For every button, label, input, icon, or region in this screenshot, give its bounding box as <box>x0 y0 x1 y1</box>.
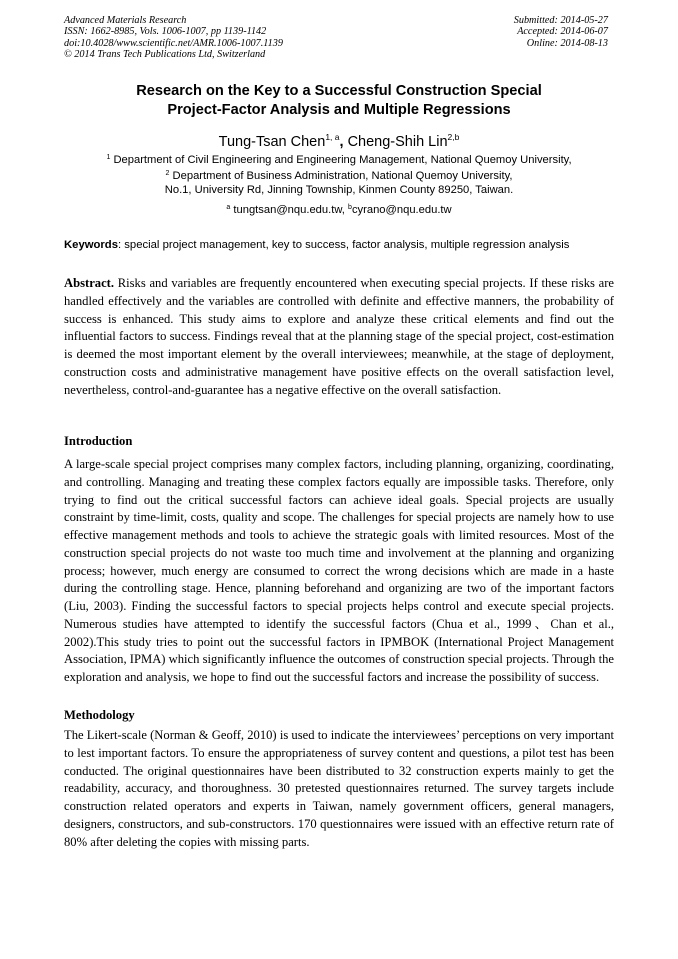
journal-header-left <box>64 15 283 60</box>
author-emails <box>40 201 638 217</box>
author-1-name: Tung-Tsan Chen <box>218 134 326 150</box>
submitted-date: Submitted: 2014-05-27 <box>513 15 608 26</box>
affiliation-address: No.1, University Rd, Jinning Township, Kinmen County 89250, Taiwan. <box>164 184 514 197</box>
email-b: cyrano@nqu.edu.tw <box>351 204 452 216</box>
issn-line: ISSN: 1662-8985, Vols. 1006-1007, pp 1139-1142 <box>64 26 267 38</box>
title-line-1: Research on the Key to a Successful Construction Special <box>136 83 542 99</box>
methodology-body <box>64 727 614 851</box>
affiliations <box>40 151 638 198</box>
author-2-affiliation-marker: 2,b <box>447 132 460 142</box>
author-list <box>50 128 628 151</box>
abstract <box>64 275 614 399</box>
copyright-line: © 2014 Trans Tech Publications Ltd, Switzerland <box>64 48 266 60</box>
email-b-marker: b <box>348 204 352 211</box>
author-1-affiliation-marker: 1, a <box>325 132 340 142</box>
journal-name: Advanced Materials Research <box>64 15 187 26</box>
introduction-heading: Introduction <box>64 434 133 448</box>
email-a-marker: a <box>226 204 231 211</box>
author-2-name: Cheng-Shih Lin <box>347 134 448 150</box>
introduction-paragraph: A large-scale special project comprises many complex factors, including planning, organizing, coordinating, and controlling. Managing and treating these complex factors equally are impossible tasks. Therefore, only trying to find out the critical successful factors can achieve ideal goals. Special projects are usually constraint by time-limit, costs, quality and scope. The challenges for special projects are namely how to use effective management methods and tools to achieve the strategic goals with limited resources. Most of the construction special projects do not waste too much time and involvement at the planning and organizing process; however, much energy are consumed to correct the wrong decisions which are made in a haste during the controlling stage. Hence, planning beforehand and organizing are two of the important factors (Liu, 2003). Finding the successful factors to special projects helps control and execute special projects. Numerous studies have attempted to identify the successful factors (Chua et al., 1999、Chan et al., 2002).This study tries to point out the successful factors in IPMBOK (International Project Management Association, IPMA) which significantly influence the outcomes of construction special projects. Through the exploration and analysis, we hope to find out the successful factors and increase the possibility of success. <box>64 457 614 684</box>
keywords-text: : special project management, key to success, factor analysis, multiple regression analysis <box>118 239 570 251</box>
keywords <box>64 238 614 252</box>
author-separator: , <box>339 134 344 150</box>
affiliation-1-text: Department of Civil Engineering and Engineering Management, National Quemoy University, <box>113 154 572 166</box>
journal-header-right <box>514 15 608 49</box>
abstract-label: Abstract. <box>64 276 115 290</box>
affiliation-1 <box>40 151 638 167</box>
title-line-2: Project-Factor Analysis and Multiple Regressions <box>167 101 511 118</box>
introduction-body <box>64 456 614 687</box>
affiliation-1-marker: 1 <box>106 154 111 161</box>
email-a: tungtsan@nqu.edu.tw, <box>233 204 345 216</box>
paper-title <box>50 82 628 119</box>
abstract-text: Risks and variables are frequently encountered when executing special projects. If these risks are handled effectively and the variables are controlled with definite and effective manners, the probability of success is enhanced. This study aims to explore and analyze these critical elements and find out the influential factors to success. Findings reveal that at the planning stage of the special project, cost-estimation is deemed the most important element by the overall interviewees; meanwhile, at the stage of deployment, construction costs and administrative management have positive effects on the overall satisfaction level, nevertheless, control-and-guarantee has a negative effective on the overall satisfaction. <box>64 276 614 397</box>
online-date: Online: 2014-08-13 <box>526 37 608 49</box>
methodology-heading: Methodology <box>64 708 135 722</box>
affiliation-2 <box>40 167 638 183</box>
methodology-paragraph: The Likert-scale (Norman & Geoff, 2010) is used to indicate the interviewees’ perceptions on very important to lest important factors. To ensure the appropriateness of survey content and questions, a pilot test has been conducted. The original questionnaires have been distributed to 32 construction experts mainly to get the readability, accuracy, and thoroughness. 30 pretested questionnaires returned. The survey targets include construction related operators and experts in Taiwan, namely government officers, general managers, designers, constructors, and sub-constructors. 170 questionnaires were issued with an effective return rate of 80% after deleting the copies with missing parts. <box>64 728 614 849</box>
affiliation-2-marker: 2 <box>165 170 170 178</box>
keywords-label: Keywords <box>64 239 118 251</box>
affiliation-2-text: Department of Business Administration, National Quemoy University, <box>172 170 513 183</box>
doi-line: doi:10.4028/www.scientific.net/AMR.1006-1007.1139 <box>64 37 283 49</box>
accepted-date: Accepted: 2014-06-07 <box>517 26 608 38</box>
